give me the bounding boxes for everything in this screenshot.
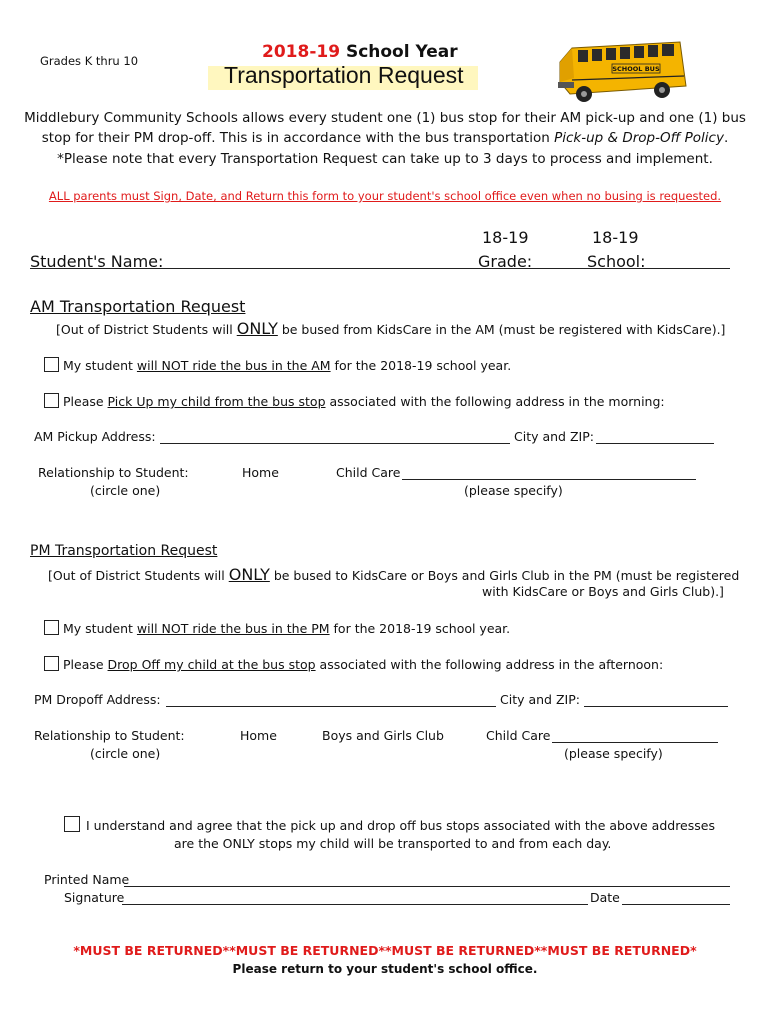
am-address-field[interactable] [160, 443, 510, 444]
school-year: 18-19 [592, 228, 639, 247]
svg-text:SCHOOL BUS: SCHOOL BUS [612, 65, 660, 73]
am-home-option[interactable]: Home [242, 465, 279, 480]
am-option-pickup: Please Pick Up my child from the bus stop associated with the following address in the morning: [44, 393, 665, 409]
pm-childcare-field[interactable] [552, 742, 718, 743]
intro-line-2: stop for their PM drop-off. This is in accordance with the bus transportation Pick-up & Drop-Off Policy. [41, 130, 729, 146]
pm-no-ride-checkbox[interactable] [44, 620, 59, 635]
school-bus-icon [552, 38, 692, 104]
pm-bgc-option[interactable]: Boys and Girls Club [322, 728, 444, 743]
am-city-label: City and ZIP: [514, 429, 594, 444]
am-specify: (please specify) [464, 483, 563, 498]
title-highlight [208, 62, 478, 90]
am-no-ride-checkbox[interactable] [44, 357, 59, 372]
grade-year: 18-19 [482, 228, 529, 247]
pm-address-field[interactable] [166, 706, 496, 707]
sign-notice: ALL parents must Sign, Date, and Return this form to your student's school office even when no busing is requested. [48, 189, 722, 203]
signature-label: Signature [64, 890, 125, 905]
page-title: Transportation Request [224, 62, 464, 88]
am-note: [Out of District Students will ONLY be bused from KidsCare in the AM (must be registered with KidsCare).] [56, 319, 726, 338]
printed-name-label: Printed Name [44, 872, 130, 887]
am-relationship-label: Relationship to Student: [38, 465, 189, 480]
grades-label: Grades K thru 10 [40, 54, 139, 68]
pm-dropoff-checkbox[interactable] [44, 656, 59, 671]
intro-line-3: *Please note that every Transportation Request can take up to 3 days to process and implement. [57, 151, 713, 167]
pm-city-field[interactable] [584, 706, 728, 707]
pm-heading: PM Transportation Request [30, 543, 218, 559]
pm-city-label: City and ZIP: [500, 692, 580, 707]
school-year-heading: 2018-19 School Year [262, 42, 458, 62]
agreement-line-2: are the ONLY stops my child will be transported to and from each day. [174, 836, 612, 851]
am-childcare-field[interactable] [402, 479, 696, 480]
must-be-returned: *MUST BE RETURNED**MUST BE RETURNED**MUST BE RETURNED**MUST BE RETURNED* [73, 943, 697, 958]
printed-name-field[interactable] [124, 886, 730, 887]
pm-relationship-label: Relationship to Student: [34, 728, 185, 743]
student-name-label: Student's Name: [30, 252, 164, 271]
am-circle-one: (circle one) [90, 483, 161, 498]
school-label: School: [587, 252, 646, 271]
agreement-line-1: I understand and agree that the pick up and drop off bus stops associated with the above addresses [86, 818, 715, 833]
am-pickup-checkbox[interactable] [44, 393, 59, 408]
pm-option-dropoff: Please Drop Off my child at the bus stop associated with the following address in the afternoon: [44, 656, 663, 672]
signature-field[interactable] [122, 904, 588, 905]
am-city-field[interactable] [596, 443, 714, 444]
pm-note-cont: with KidsCare or Boys and Girls Club).] [482, 584, 724, 599]
pm-circle-one: (circle one) [90, 746, 161, 761]
grade-label: Grade: [478, 252, 533, 271]
intro-line-1: Middlebury Community Schools allows every student one (1) bus stop for their AM pick-up and one (1) bus [24, 110, 746, 126]
date-label: Date [590, 890, 620, 905]
agreement-checkbox[interactable] [64, 816, 80, 832]
pm-specify: (please specify) [564, 746, 663, 761]
pm-home-option[interactable]: Home [240, 728, 277, 743]
am-heading: AM Transportation Request [30, 297, 246, 316]
pm-note: [Out of District Students will ONLY be bused to KidsCare or Boys and Girls Club in the PM (must be registered [48, 565, 740, 584]
date-field[interactable] [622, 904, 730, 905]
am-option-no-ride: My student will NOT ride the bus in the AM for the 2018-19 school year. [44, 357, 511, 373]
pm-childcare-option[interactable]: Child Care [486, 728, 551, 743]
am-address-label: AM Pickup Address: [34, 429, 156, 444]
return-instruction: Please return to your student's school office. [232, 962, 538, 976]
pm-address-label: PM Dropoff Address: [34, 692, 161, 707]
pm-option-no-ride: My student will NOT ride the bus in the PM for the 2018-19 school year. [44, 620, 510, 636]
am-childcare-option[interactable]: Child Care [336, 465, 401, 480]
